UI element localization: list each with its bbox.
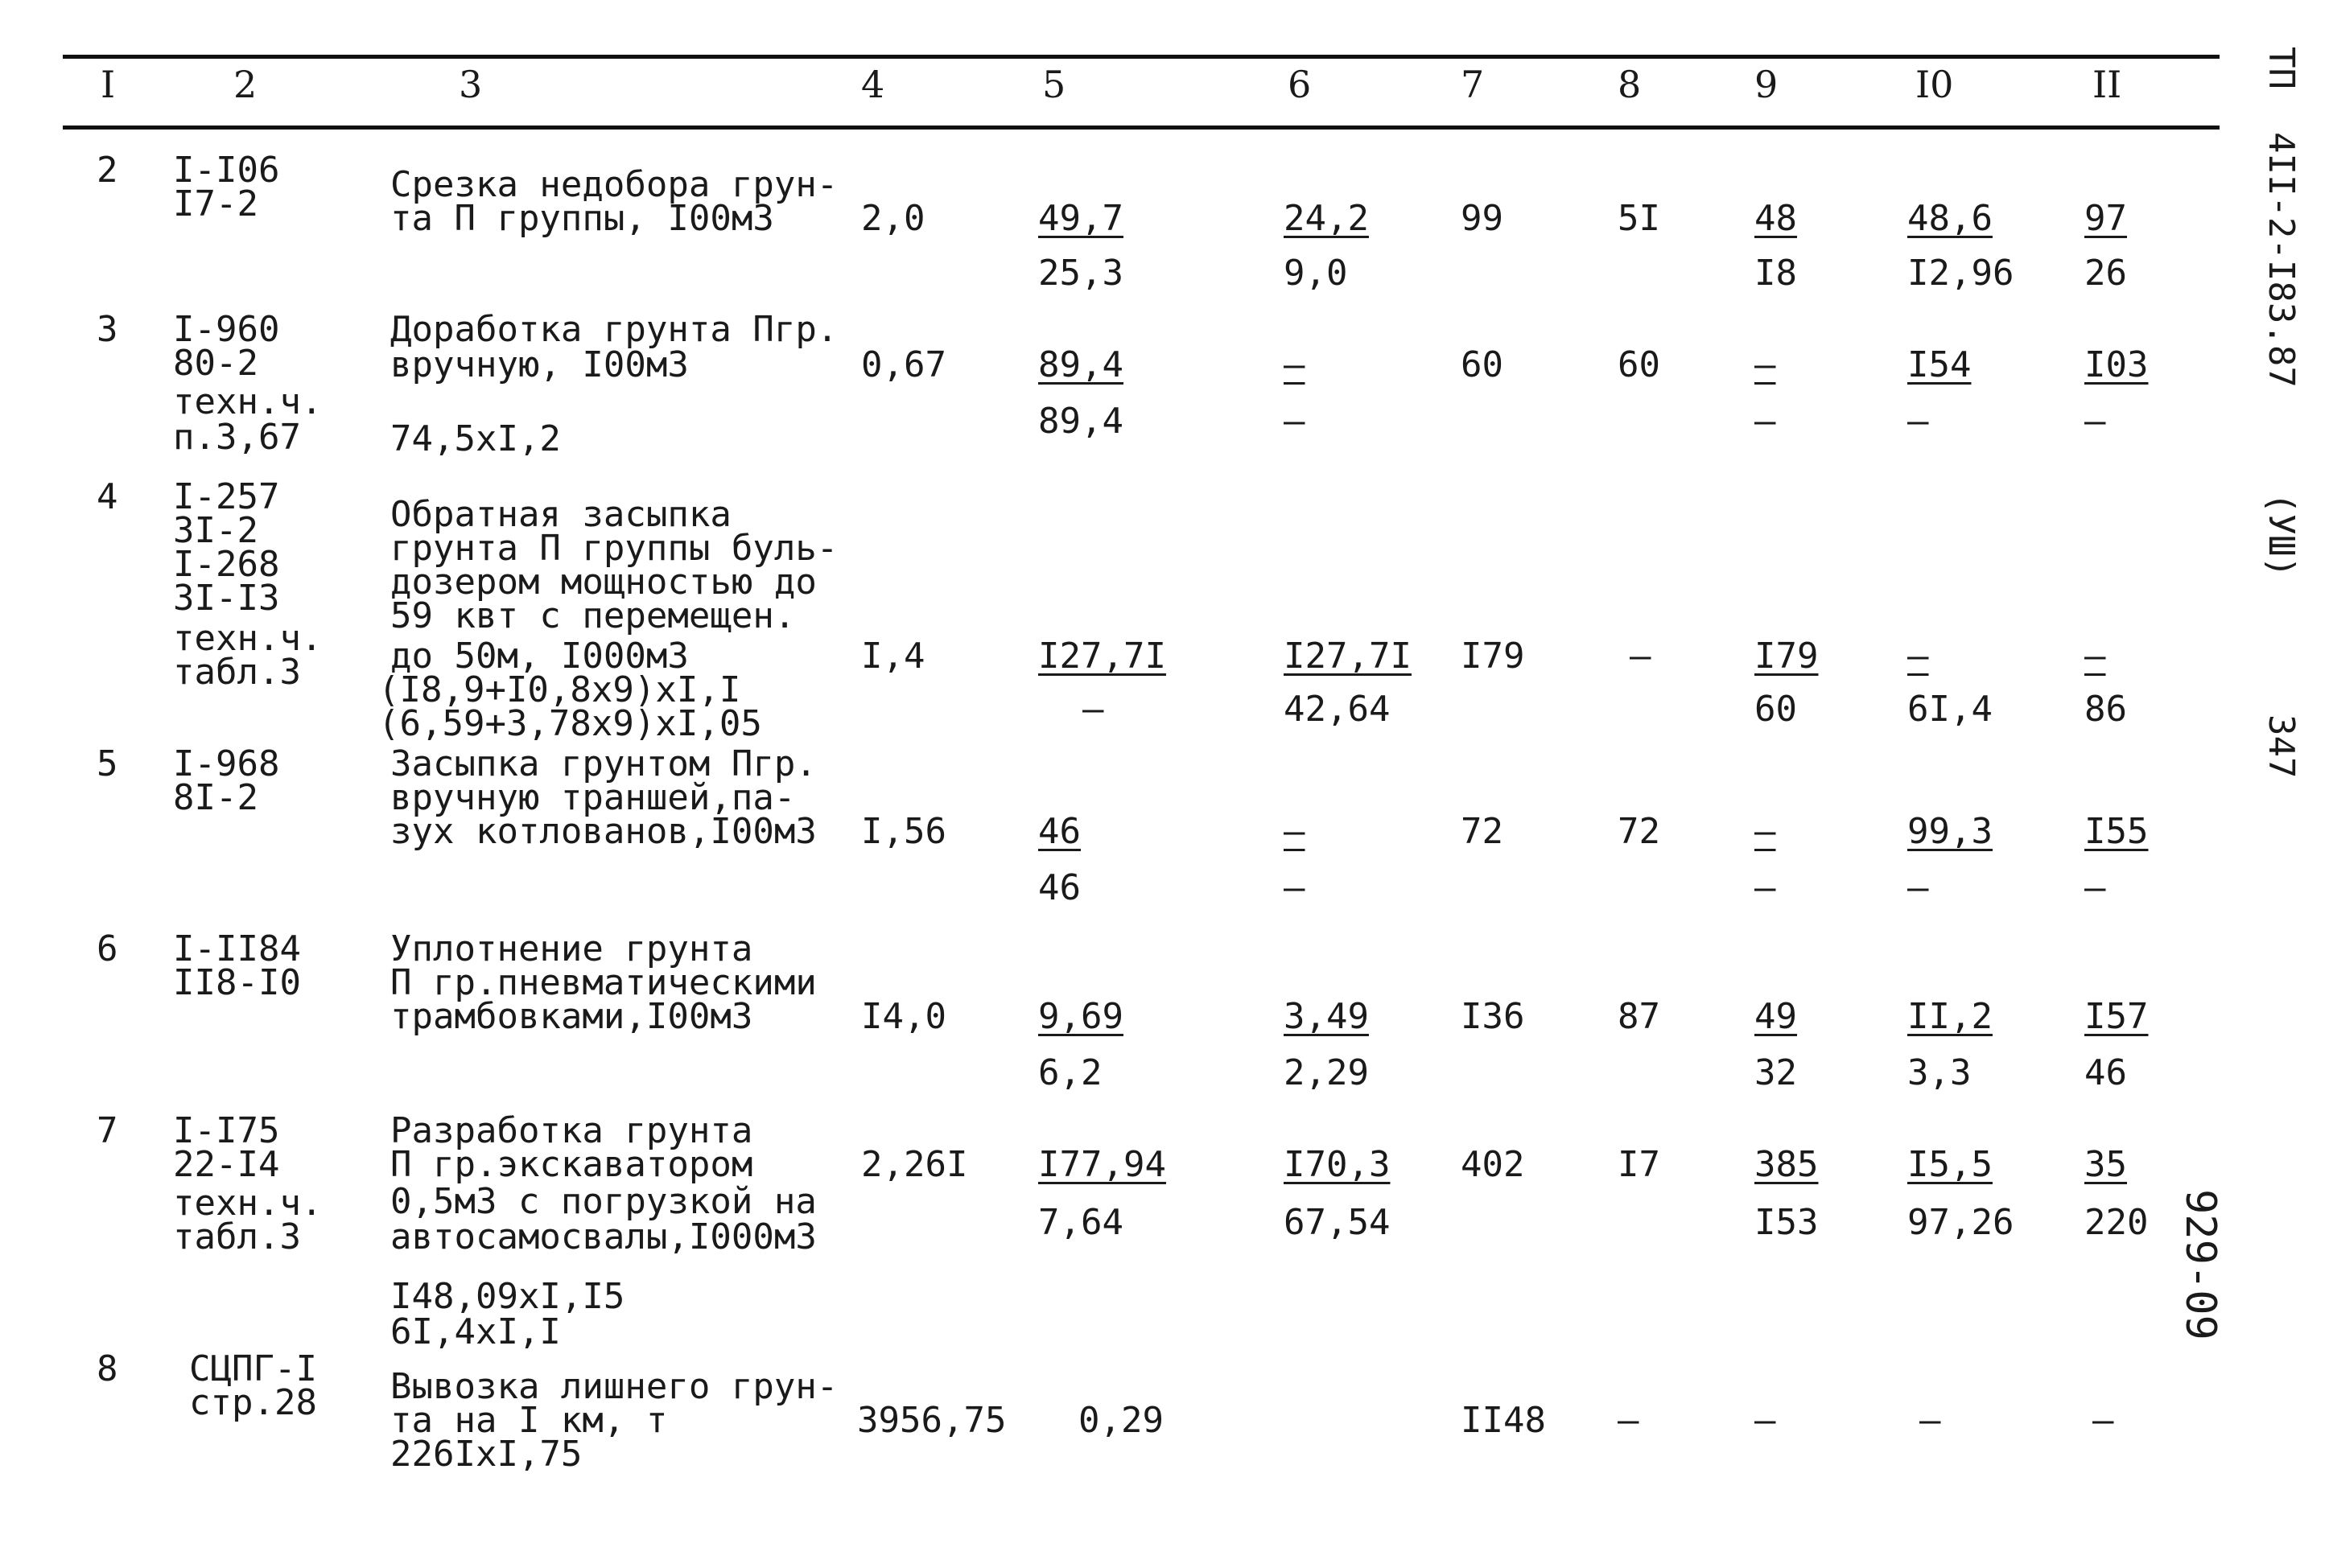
- table-top-rule: [63, 55, 2220, 59]
- row-number: 2: [97, 150, 118, 191]
- norm-code: 8I-2: [173, 777, 258, 818]
- value-col11: –: [2092, 1400, 2114, 1441]
- work-description: Вывозка лишнего грун-: [390, 1366, 839, 1407]
- cost-lower: 6,2: [1038, 1052, 1103, 1093]
- value-col7: II48: [1461, 1400, 1546, 1441]
- value-col11-lower: –: [2084, 867, 2106, 908]
- formula: (6,59+3,78x9)xI,05: [378, 703, 762, 744]
- machine-upper: 24,2: [1284, 198, 1369, 239]
- work-description: та на I км, т: [390, 1400, 668, 1441]
- cost-upper: 46: [1038, 811, 1081, 852]
- value-col7: 72: [1461, 811, 1503, 852]
- machine-lower: 9,0: [1284, 253, 1348, 294]
- machine-lower: 67,54: [1284, 1202, 1391, 1243]
- machine-upper: –: [1284, 344, 1305, 385]
- value-col8: –: [1618, 1400, 1639, 1441]
- value-col9-lower: –: [1754, 867, 1776, 908]
- value-col10-lower: –: [1907, 867, 1929, 908]
- value-col7: 60: [1461, 344, 1503, 385]
- work-description: та П группы, I00м3: [390, 198, 774, 239]
- value-col11-lower: 46: [2084, 1052, 2127, 1093]
- col-header-4: 4: [861, 63, 885, 106]
- value-col11-lower: 220: [2084, 1202, 2149, 1243]
- work-description: вручную траншей,па-: [390, 777, 796, 818]
- cost-upper: 9,69: [1038, 996, 1123, 1037]
- value-col7: 99: [1461, 198, 1503, 239]
- norm-code: техн.ч.: [173, 618, 323, 659]
- value-col8: I7: [1618, 1144, 1660, 1185]
- norm-code: табл.3: [173, 1216, 301, 1257]
- work-description: автосамосвалы,I000м3: [390, 1216, 817, 1257]
- norm-code: II8-I0: [173, 962, 301, 1003]
- col-header-8: 8: [1618, 63, 1642, 106]
- value-col11-upper: I57: [2084, 996, 2149, 1037]
- value-col9-upper: 385: [1754, 1144, 1819, 1185]
- cost-lower: 46: [1038, 867, 1081, 908]
- quantity: I4,0: [861, 996, 946, 1037]
- value-col9-upper: 48: [1754, 198, 1797, 239]
- cost-lower: 89,4: [1038, 401, 1123, 442]
- value-col10-lower: 6I,4: [1907, 689, 1993, 730]
- norm-code: 3I-I3: [173, 578, 280, 619]
- quantity: 0,67: [861, 344, 946, 385]
- norm-code: стр.28: [189, 1382, 317, 1423]
- machine-upper: I70,3: [1284, 1144, 1391, 1185]
- row-number: 6: [97, 928, 118, 969]
- cost-upper: I77,94: [1038, 1144, 1166, 1185]
- norm-code: техн.ч.: [173, 1183, 323, 1224]
- norm-code: 22-I4: [173, 1144, 280, 1185]
- norm-code: техн.ч.: [173, 381, 323, 422]
- norm-code: I-I06: [173, 150, 280, 191]
- value-col11-upper: I55: [2084, 811, 2149, 852]
- document-part: (УШ): [2261, 492, 2302, 578]
- value-col9-lower: 32: [1754, 1052, 1797, 1093]
- norm-code: СЦПГ-I: [189, 1348, 317, 1389]
- norm-code: I-257: [173, 476, 280, 517]
- work-description: 0,5м3 с погрузкой на: [390, 1181, 817, 1222]
- work-description: вручную, I00м3: [390, 344, 689, 385]
- work-description: зух котлованов,I00м3: [390, 811, 817, 852]
- work-description: до 50м, I000м3: [390, 636, 689, 677]
- col-header-10: I0: [1915, 63, 1954, 106]
- col-header-5: 5: [1042, 63, 1066, 106]
- value-col11-lower: –: [2084, 401, 2106, 442]
- cost-upper: I27,7I: [1038, 636, 1166, 677]
- machine-lower: –: [1284, 401, 1305, 442]
- work-description: Разработка грунта: [390, 1110, 753, 1151]
- cost-lower: 7,64: [1038, 1202, 1123, 1243]
- col-header-3: 3: [459, 63, 483, 106]
- col-header-11: II: [2092, 63, 2122, 106]
- machine-lower: –: [1284, 867, 1305, 908]
- value-col10-upper: 48,6: [1907, 198, 1993, 239]
- value-col10-lower: –: [1907, 401, 1929, 442]
- norm-code: I-I75: [173, 1110, 280, 1151]
- value-col9-lower: –: [1754, 401, 1776, 442]
- work-description: дозером мощностью до: [390, 562, 817, 603]
- value-col8: 72: [1618, 811, 1660, 852]
- value-col7: I36: [1461, 996, 1525, 1037]
- machine-lower: 2,29: [1284, 1052, 1369, 1093]
- work-description: Доработка грунта Пгр.: [390, 309, 839, 350]
- formula: (I8,9+I0,8x9)xI,I: [378, 669, 741, 710]
- cost-lower: 25,3: [1038, 253, 1123, 294]
- stamp-number: 929-09: [2176, 1189, 2224, 1340]
- value-col9-upper: –: [1754, 811, 1776, 852]
- value-col9: –: [1754, 1400, 1776, 1441]
- value-col10-upper: I54: [1907, 344, 1972, 385]
- machine-upper: –: [1284, 811, 1305, 852]
- norm-code: 3I-2: [173, 510, 258, 551]
- value-col7: 402: [1461, 1144, 1525, 1185]
- row-number: 4: [97, 476, 118, 517]
- value-col7: I79: [1461, 636, 1525, 677]
- work-description: Срезка недобора грун-: [390, 164, 839, 205]
- machine-lower: 42,64: [1284, 689, 1391, 730]
- value-col10-lower: 3,3: [1907, 1052, 1972, 1093]
- quantity: I,56: [861, 811, 946, 852]
- cost-lower: –: [1082, 689, 1104, 730]
- norm-code: I7-2: [173, 183, 258, 224]
- work-description: 59 квт с перемещен.: [390, 595, 796, 636]
- col-header-7: 7: [1461, 63, 1485, 106]
- value-col11-upper: –: [2084, 636, 2106, 677]
- value-col8: 87: [1618, 996, 1660, 1037]
- formula: 226IxI,75: [390, 1434, 583, 1475]
- cost-value: 0,29: [1078, 1400, 1164, 1441]
- work-description: П гр.пневматическими: [390, 962, 817, 1003]
- formula: 6I,4xI,I: [390, 1311, 561, 1352]
- value-col11-lower: 26: [2084, 253, 2127, 294]
- value-col11-lower: 86: [2084, 689, 2127, 730]
- value-col10-upper: 99,3: [1907, 811, 1993, 852]
- value-col8: 60: [1618, 344, 1660, 385]
- work-description: Обратная засыпка: [390, 494, 732, 535]
- cost-upper: 89,4: [1038, 344, 1123, 385]
- machine-upper: 3,49: [1284, 996, 1369, 1037]
- formula: I48,09xI,I5: [390, 1276, 625, 1317]
- value-col10-upper: –: [1907, 636, 1929, 677]
- row-number: 3: [97, 309, 118, 350]
- value-col11-upper: 97: [2084, 198, 2127, 239]
- value-col8: 5I: [1618, 198, 1660, 239]
- value-col10-upper: II,2: [1907, 996, 1993, 1037]
- value-col9-upper: I79: [1754, 636, 1819, 677]
- value-col10: –: [1919, 1400, 1941, 1441]
- value-col9-lower: I53: [1754, 1202, 1819, 1243]
- work-description: трамбовками,I00м3: [390, 996, 753, 1037]
- col-header-6: 6: [1288, 63, 1312, 106]
- value-col9-upper: –: [1754, 344, 1776, 385]
- norm-code: I-968: [173, 743, 280, 784]
- work-description: Уплотнение грунта: [390, 928, 753, 969]
- document-code: ТП 4II-2-I83.87: [2261, 47, 2302, 388]
- quantity: I,4: [861, 636, 925, 677]
- value-col11-upper: 35: [2084, 1144, 2127, 1185]
- work-description: Засыпка грунтом Пгр.: [390, 743, 817, 784]
- quantity: 2,0: [861, 198, 925, 239]
- value-col9-lower: 60: [1754, 689, 1797, 730]
- quantity: 2,26I: [861, 1144, 968, 1185]
- row-number: 7: [97, 1110, 118, 1151]
- value-col11-upper: I03: [2084, 344, 2149, 385]
- value-col9-lower: I8: [1754, 253, 1797, 294]
- row-number: 8: [97, 1348, 118, 1389]
- row-number: 5: [97, 743, 118, 784]
- norm-code: I-II84: [173, 928, 301, 969]
- col-header-2: 2: [233, 63, 258, 106]
- norm-code: 80-2: [173, 343, 258, 384]
- cost-upper: 49,7: [1038, 198, 1123, 239]
- page-number: 347: [2261, 714, 2302, 779]
- value-col10-lower: 97,26: [1907, 1202, 2014, 1243]
- value-col9-upper: 49: [1754, 996, 1797, 1037]
- table-header-rule: [63, 126, 2220, 130]
- value-col10-upper: I5,5: [1907, 1144, 1993, 1185]
- col-header-9: 9: [1754, 63, 1779, 106]
- work-description: П гр.экскаватором: [390, 1144, 753, 1185]
- formula: 74,5xI,2: [390, 418, 561, 459]
- norm-code: п.3,67: [173, 417, 301, 458]
- col-header-1: I: [101, 63, 116, 106]
- norm-code: I-268: [173, 544, 280, 585]
- value-col8: –: [1630, 636, 1651, 677]
- value-col10-lower: I2,96: [1907, 253, 2014, 294]
- work-description: грунта П группы буль-: [390, 528, 839, 569]
- norm-code: I-960: [173, 309, 280, 350]
- norm-code: табл.3: [173, 652, 301, 693]
- machine-upper: I27,7I: [1284, 636, 1412, 677]
- quantity: 3956,75: [857, 1400, 1007, 1441]
